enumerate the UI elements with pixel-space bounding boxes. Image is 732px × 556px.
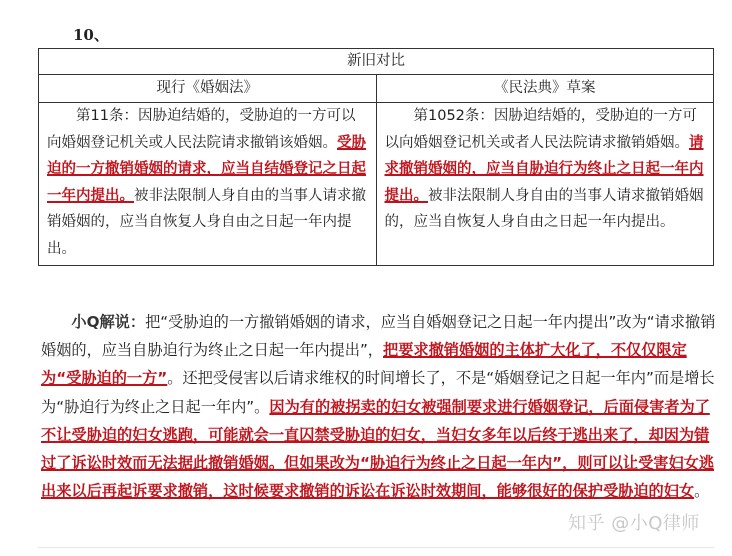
old-law-text: 第11条：因胁迫结婚的，受胁迫的一方可以向婚姻登记机关或人民法院请求撤销该婚姻。: [47, 108, 356, 151]
analysis-text: 把“受胁迫的一方撤销婚姻的请求，应当自婚姻登记之日起一年内提出”改为“请求撤销婚姻的，应当自胁迫行为终止之日起一年内提出”，: [41, 313, 716, 360]
old-law-header: 现行《婚姻法》: [39, 75, 377, 103]
item-number: 10、: [73, 26, 109, 44]
table-caption: 新旧对比: [39, 49, 714, 75]
analysis-text-2: 。还把受侵害以后请求维权的时间增长了，不是“婚姻登记之日起一年内”而是增长为“胁迫行为终止之日起一年内”。: [41, 369, 715, 416]
old-law-text-2: 被非法限制人身自由的当事人请求撤销婚姻的，应当自恢复人身自由之日起一年内提出。: [47, 187, 366, 257]
analysis-lead: 小Q解说：: [71, 313, 146, 331]
new-law-cell: [376, 103, 714, 266]
analysis-highlight: 把要求撤销婚姻的主体扩大化了，不仅仅限定为“受胁迫的一方”: [41, 341, 687, 388]
analysis-highlight-2: 因为有的被拐卖的妇女被强制要求进行婚姻登记，后面侵害者为了不让受胁迫的妇女逃跑，可能就会一直囚禁受胁迫的妇女，当妇女多年以后终于逃出来了，却因为错过了诉讼时效而无法据此撤销婚姻。但如果改为“胁迫行为终止之日起一年内”，则可以让受害妇女逃出来以后再起诉要求撤销，这时候要求撤销的诉讼在诉讼时效期间，能够很好的保护受胁迫的妇女: [41, 397, 715, 501]
bottom-divider: [38, 547, 714, 548]
new-law-text: 第1052条：因胁迫结婚的，受胁迫的一方可以向婚姻登记机关或者人民法院请求撤销婚姻。: [384, 108, 697, 151]
analysis-text-3: 。: [694, 482, 710, 501]
analysis-paragraph: [41, 308, 717, 505]
old-law-highlight: 受胁迫的一方撤销婚姻的请求，应当自结婚登记之日起一年内提出。: [47, 134, 366, 204]
old-law-cell: [39, 103, 377, 266]
zhihu-watermark: 知乎 @小Q律师: [568, 513, 700, 534]
new-law-highlight: 请求撤销婚姻的，应当自胁迫行为终止之日起一年内提出。: [384, 134, 704, 204]
new-law-header: 《民法典》草案: [376, 75, 714, 103]
comparison-table: [38, 48, 714, 266]
new-law-text-2: 被非法限制人身自由的当事人请求撤销婚姻的，应当自恢复人身自由之日起一年内提出。: [384, 187, 704, 231]
